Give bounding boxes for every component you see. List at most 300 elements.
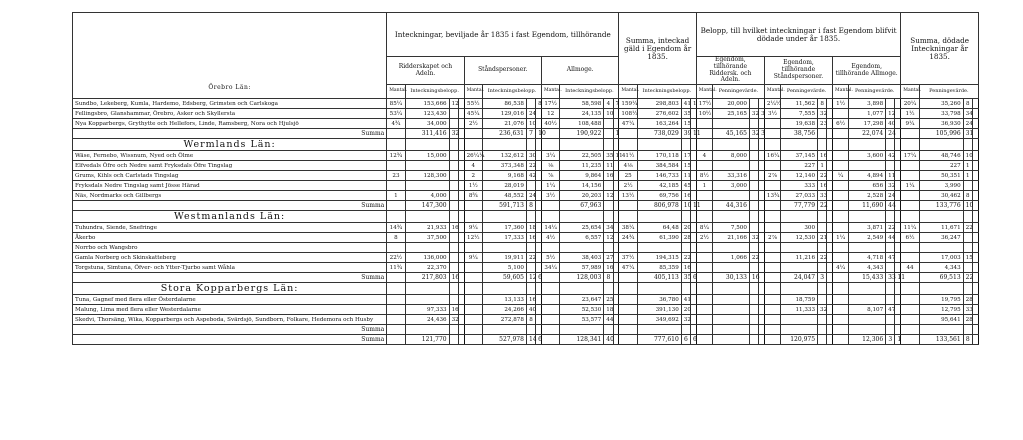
- mantal-cell: 17½: [696, 99, 712, 109]
- value-cell: 19,638: [781, 119, 818, 129]
- value-cell: 41: [681, 99, 690, 109]
- mantal-cell: 1¼: [901, 181, 919, 191]
- value-cell: [972, 325, 978, 335]
- value-cell: 3: [886, 335, 895, 345]
- value-cell: 10: [604, 109, 613, 119]
- mantal-cell: [696, 335, 712, 345]
- mantal-cell: [387, 201, 405, 211]
- value-cell: 16: [681, 191, 690, 201]
- mantal-cell: ⅞: [541, 171, 559, 181]
- mantal-cell: [833, 161, 849, 171]
- mantal-cell: 2½: [464, 119, 482, 129]
- mantal-cell: [833, 109, 849, 119]
- mantal-cell: [901, 335, 919, 345]
- value-cell: 11: [691, 129, 697, 139]
- value-cell: 8: [963, 191, 972, 201]
- value-cell: [749, 295, 758, 305]
- district-name: Torgstuna, Simtuna, Öfver- och Ytter-Tjurbo samt Wåhla: [73, 263, 387, 273]
- mantal-cell: [387, 315, 405, 325]
- value-cell: [749, 335, 758, 345]
- value-cell: 163,264: [637, 119, 681, 129]
- header-dodade: Belopp, till hvilket inteckningar i fast Egendom blifvit dödade under år 1835.: [696, 13, 900, 57]
- value-cell: [886, 243, 895, 253]
- mantal-cell: [619, 335, 637, 345]
- value-cell: [405, 243, 449, 253]
- mantal-cell: 159¼: [619, 99, 637, 109]
- mantal-cell: [464, 263, 482, 273]
- mantal-cell: [901, 191, 919, 201]
- summa-label: Summa: [73, 273, 387, 283]
- value-cell: 32: [749, 233, 758, 243]
- header-summa-dodade: Summa, dödade Inteckningar år 1835.: [901, 13, 979, 85]
- value-cell: [886, 161, 895, 171]
- value-cell: 120,975: [781, 335, 818, 345]
- value-cell: 18: [604, 305, 613, 315]
- district-name: Wäse, Fernebo, Wissnum, Nyed och Ölme: [73, 151, 387, 161]
- value-cell: 5,100: [483, 263, 527, 273]
- value-cell: 19,795: [919, 295, 963, 305]
- county-header-row: [73, 139, 979, 151]
- value-cell: [449, 295, 458, 305]
- value-cell: 12,140: [781, 171, 818, 181]
- lan-header: Örebro Län:: [73, 13, 387, 99]
- value-cell: 10: [963, 201, 972, 211]
- mantal-cell: 1½: [833, 99, 849, 109]
- mantal-cell: 41½: [619, 151, 637, 161]
- value-cell: [712, 119, 749, 129]
- value-cell: 128,341: [560, 335, 604, 345]
- value-cell: 10: [536, 129, 542, 139]
- grand-total-row: [73, 335, 979, 345]
- value-cell: [449, 119, 458, 129]
- mantal-cell: [387, 325, 405, 335]
- mantal-cell: [696, 305, 712, 315]
- value-cell: 12,306: [849, 335, 886, 345]
- value-cell: 22: [749, 253, 758, 263]
- mantal-cell: [833, 253, 849, 263]
- value-cell: 3: [759, 109, 765, 119]
- value-cell: [604, 325, 613, 335]
- mantal-cell: 2⅞: [764, 171, 780, 181]
- mantal-cell: 1½: [464, 181, 482, 191]
- value-cell: [972, 109, 978, 119]
- header-mantal: Mantal.: [901, 85, 919, 99]
- value-cell: 36,930: [919, 119, 963, 129]
- value-cell: 44: [886, 201, 895, 211]
- value-cell: 16: [526, 233, 535, 243]
- value-cell: [849, 161, 886, 171]
- value-cell: [449, 191, 458, 201]
- value-cell: 34: [963, 109, 972, 119]
- value-cell: [449, 201, 458, 211]
- value-cell: 97,333: [405, 305, 449, 315]
- mantal-cell: [833, 191, 849, 201]
- mantal-cell: 40½: [541, 119, 559, 129]
- mantal-cell: [464, 201, 482, 211]
- value-cell: 1: [818, 161, 827, 171]
- value-cell: 23,647: [560, 295, 604, 305]
- value-cell: 28: [963, 315, 972, 325]
- value-cell: [449, 171, 458, 181]
- header-mantal: Mantal.: [387, 85, 405, 99]
- mantal-cell: 47¼: [619, 119, 637, 129]
- mantal-cell: [901, 243, 919, 253]
- value-cell: [604, 243, 613, 253]
- value-cell: [560, 243, 604, 253]
- value-cell: 11,216: [781, 253, 818, 263]
- value-cell: 11: [895, 273, 901, 283]
- mantal-cell: [541, 305, 559, 315]
- table-row: [73, 161, 979, 171]
- value-cell: 20,203: [560, 191, 604, 201]
- value-cell: [886, 325, 895, 335]
- value-cell: [972, 273, 978, 283]
- value-cell: [749, 305, 758, 315]
- summa-label: Summa: [73, 129, 387, 139]
- value-cell: 69,756: [637, 191, 681, 201]
- value-cell: 16: [449, 223, 458, 233]
- mantal-cell: [901, 315, 919, 325]
- value-cell: 8: [963, 335, 972, 345]
- value-cell: 8: [526, 315, 535, 325]
- value-cell: 15: [681, 119, 690, 129]
- district-name: Nya Kopparbergs, Grythytte och Hellefors, Linde, Ramsberg, Nora och Hjulsjö: [73, 119, 387, 129]
- header-adeln: Ridderskapet och Adeln.: [387, 57, 464, 85]
- value-cell: 40: [604, 335, 613, 345]
- value-cell: [818, 295, 827, 305]
- value-cell: 22: [818, 201, 827, 211]
- value-cell: [749, 99, 758, 109]
- value-cell: 3,898: [849, 99, 886, 109]
- value-cell: 24,047: [781, 273, 818, 283]
- value-cell: 6,557: [560, 233, 604, 243]
- table-body: [73, 99, 979, 345]
- value-cell: 30,462: [919, 191, 963, 201]
- mantal-cell: [464, 129, 482, 139]
- mantal-cell: 8¼: [696, 223, 712, 233]
- mantal-cell: 5½: [541, 253, 559, 263]
- mantal-cell: [696, 325, 712, 335]
- mantal-cell: [619, 305, 637, 315]
- value-cell: 311,416: [405, 129, 449, 139]
- value-cell: 12: [604, 191, 613, 201]
- value-cell: 32: [886, 181, 895, 191]
- value-cell: 8: [604, 273, 613, 283]
- value-cell: 24: [963, 119, 972, 129]
- header-mantal: Mantal.: [764, 85, 780, 99]
- district-name: Sundbo, Lekeberg, Kumla, Hardemo, Edsberg, Grimsten och Carlskoga: [73, 99, 387, 109]
- value-cell: [604, 129, 613, 139]
- mantal-cell: [387, 129, 405, 139]
- value-cell: [818, 263, 827, 273]
- value-cell: [972, 223, 978, 233]
- mantal-cell: 8¾: [464, 191, 482, 201]
- table-row: [73, 99, 979, 109]
- mantal-cell: [619, 273, 637, 283]
- value-cell: [972, 305, 978, 315]
- value-cell: 227: [781, 161, 818, 171]
- mantal-cell: 9¼: [464, 253, 482, 263]
- header-inteckningsbelopp: Inteckningsbelopp.: [637, 85, 696, 99]
- value-cell: [972, 295, 978, 305]
- mantal-cell: [901, 201, 919, 211]
- value-cell: 298,803: [637, 99, 681, 109]
- value-cell: 48,746: [919, 151, 963, 161]
- table-row: [73, 295, 979, 305]
- mantal-cell: 1: [696, 181, 712, 191]
- value-cell: 591,713: [483, 201, 527, 211]
- value-cell: 1: [613, 129, 619, 139]
- value-cell: [637, 243, 681, 253]
- mantal-cell: 4¾: [387, 119, 405, 129]
- value-cell: 24,436: [405, 315, 449, 325]
- mantal-cell: [833, 315, 849, 325]
- mantal-cell: [833, 325, 849, 335]
- value-cell: 40: [886, 119, 895, 129]
- mantal-cell: 8: [387, 233, 405, 243]
- value-cell: 105,996: [919, 129, 963, 139]
- value-cell: 6: [536, 273, 542, 283]
- value-cell: [604, 119, 613, 129]
- mantal-cell: 6½: [833, 119, 849, 129]
- value-cell: 4,343: [849, 263, 886, 273]
- value-cell: [886, 295, 895, 305]
- value-cell: 44: [886, 233, 895, 243]
- mantal-cell: [696, 191, 712, 201]
- value-cell: 806,978: [637, 201, 681, 211]
- value-cell: 22: [963, 273, 972, 283]
- value-cell: [849, 243, 886, 253]
- value-cell: 6: [536, 335, 542, 345]
- value-cell: 21: [818, 233, 827, 243]
- mantal-cell: [696, 263, 712, 273]
- value-cell: 4,000: [405, 191, 449, 201]
- district-name: Näs, Nordmarks och Gillbergs: [73, 191, 387, 201]
- value-cell: [449, 335, 458, 345]
- value-cell: 11,333: [781, 305, 818, 315]
- mantal-cell: [833, 151, 849, 161]
- value-cell: 272,878: [483, 315, 527, 325]
- district-name: Fryksdals Nedre Tingslag samt Jösse Härad: [73, 181, 387, 191]
- mantal-cell: 38¼: [619, 223, 637, 233]
- value-cell: 147,300: [405, 201, 449, 211]
- table-row: [73, 151, 979, 161]
- mantal-cell: 4½: [541, 233, 559, 243]
- table-row: [73, 181, 979, 191]
- mantal-cell: [696, 315, 712, 325]
- mantal-cell: 85¼: [387, 99, 405, 109]
- value-cell: 194,315: [637, 253, 681, 263]
- value-cell: 34: [604, 223, 613, 233]
- mantal-cell: [696, 253, 712, 263]
- value-cell: 405,113: [637, 273, 681, 283]
- value-cell: 22: [886, 223, 895, 233]
- value-cell: [749, 119, 758, 129]
- value-cell: 8: [818, 99, 827, 109]
- value-cell: 37,145: [781, 151, 818, 161]
- value-cell: 24: [526, 191, 535, 201]
- value-cell: 28,019: [483, 181, 527, 191]
- header-inteckningsbelopp: Inteckningsbelopp.: [560, 85, 619, 99]
- mantal-cell: 2¼½: [764, 99, 780, 109]
- value-cell: 22,370: [405, 263, 449, 273]
- value-cell: [818, 335, 827, 345]
- value-cell: 22,074: [849, 129, 886, 139]
- mantal-cell: [833, 273, 849, 283]
- mantal-cell: 45¼: [464, 109, 482, 119]
- value-cell: 31: [963, 129, 972, 139]
- value-cell: 22: [963, 223, 972, 233]
- mantal-cell: 1¼: [833, 233, 849, 243]
- value-cell: 36,780: [637, 295, 681, 305]
- value-cell: 25,654: [560, 223, 604, 233]
- mantal-cell: [619, 201, 637, 211]
- value-cell: [972, 253, 978, 263]
- value-cell: 64,48: [637, 223, 681, 233]
- mantal-cell: [764, 273, 780, 283]
- value-cell: 227: [919, 161, 963, 171]
- value-cell: 28: [681, 233, 690, 243]
- value-cell: [886, 263, 895, 273]
- value-cell: 24: [886, 129, 895, 139]
- value-cell: [818, 223, 827, 233]
- table-row: [73, 171, 979, 181]
- district-name: Fellingsbro, Glanshammar, Örebro, Asker och Skyllersta: [73, 109, 387, 119]
- value-cell: [972, 129, 978, 139]
- value-cell: 4: [604, 99, 613, 109]
- value-cell: 47: [886, 305, 895, 315]
- value-cell: 146,733: [637, 171, 681, 181]
- mantal-cell: 12: [541, 109, 559, 119]
- value-cell: 133,561: [919, 335, 963, 345]
- value-cell: 12: [604, 233, 613, 243]
- value-cell: 8,107: [849, 305, 886, 315]
- district-name: Gamla Norberg och Skinskatteberg: [73, 253, 387, 263]
- mantal-cell: ⅛: [541, 161, 559, 171]
- header-mantal: Mantal.: [619, 85, 637, 99]
- value-cell: 45: [681, 181, 690, 191]
- value-cell: 95,641: [919, 315, 963, 325]
- value-cell: 1,077: [849, 109, 886, 119]
- value-cell: 50,351: [919, 171, 963, 181]
- header-mantal: Mantal.: [696, 85, 712, 99]
- value-cell: 33,316: [712, 171, 749, 181]
- mantal-cell: [696, 243, 712, 253]
- mantal-cell: [541, 273, 559, 283]
- value-cell: [712, 305, 749, 315]
- header-mantal: Mantal.: [541, 85, 559, 99]
- value-cell: 53,577: [560, 315, 604, 325]
- value-cell: 16: [449, 273, 458, 283]
- summa-label: Summa: [73, 325, 387, 335]
- mantal-cell: [764, 119, 780, 129]
- header-egendom-adeln: Egendom, tillhörande Riddersk. och Adeln.: [696, 57, 764, 85]
- value-cell: [526, 243, 535, 253]
- value-cell: 32: [449, 315, 458, 325]
- value-cell: 59,605: [483, 273, 527, 283]
- header-penningevarde: Penningevärde.: [781, 85, 833, 99]
- mantal-cell: [387, 181, 405, 191]
- value-cell: 42,185: [637, 181, 681, 191]
- value-cell: 32: [449, 129, 458, 139]
- value-cell: 32: [749, 109, 758, 119]
- mantal-cell: 108½: [619, 109, 637, 119]
- value-cell: [972, 201, 978, 211]
- mantal-cell: [901, 161, 919, 171]
- value-cell: 21,933: [405, 223, 449, 233]
- mantal-cell: [764, 223, 780, 233]
- value-cell: 11,235: [560, 161, 604, 171]
- mantal-cell: 55½: [464, 99, 482, 109]
- district-name: Malung, Lima med flera eller Westerdalarne: [73, 305, 387, 315]
- mantal-cell: 37½: [619, 253, 637, 263]
- mantal-cell: [696, 119, 712, 129]
- mantal-cell: [541, 315, 559, 325]
- mantal-cell: [901, 171, 919, 181]
- mantal-cell: 1½: [901, 109, 919, 119]
- mantal-cell: [619, 315, 637, 325]
- mantal-cell: 3¼: [541, 151, 559, 161]
- header-penningevarde: Penningevärde.: [712, 85, 764, 99]
- value-cell: 37,500: [405, 233, 449, 243]
- value-cell: [972, 191, 978, 201]
- value-cell: 217,803: [405, 273, 449, 283]
- value-cell: 4,894: [849, 171, 886, 181]
- mantal-cell: 4: [696, 151, 712, 161]
- mantal-cell: 2½: [619, 181, 637, 191]
- value-cell: 128,300: [405, 171, 449, 181]
- mantal-cell: [764, 161, 780, 171]
- mantal-cell: 2: [464, 171, 482, 181]
- value-cell: 36,247: [919, 233, 963, 243]
- value-cell: 27: [604, 253, 613, 263]
- value-cell: 1: [895, 335, 901, 345]
- value-cell: [963, 181, 972, 191]
- table-row: [73, 109, 979, 119]
- value-cell: 11: [681, 171, 690, 181]
- mantal-cell: [833, 201, 849, 211]
- value-cell: [449, 325, 458, 335]
- value-cell: 391,130: [637, 305, 681, 315]
- value-cell: 32: [749, 129, 758, 139]
- value-cell: [972, 171, 978, 181]
- value-cell: [781, 263, 818, 273]
- value-cell: 22: [526, 253, 535, 263]
- value-cell: [972, 263, 978, 273]
- value-cell: 14,156: [560, 181, 604, 191]
- value-cell: [449, 253, 458, 263]
- value-cell: 44: [604, 315, 613, 325]
- summa-row: [73, 129, 979, 139]
- value-cell: [749, 171, 758, 181]
- value-cell: 35: [681, 273, 690, 283]
- value-cell: 52,530: [560, 305, 604, 315]
- value-cell: [972, 233, 978, 243]
- value-cell: 6: [681, 335, 690, 345]
- header-egendom-allmoge: Egendom, tillhörande Allmoge.: [833, 57, 901, 85]
- value-cell: 10: [681, 201, 690, 211]
- value-cell: 47: [886, 253, 895, 263]
- mantal-cell: [619, 129, 637, 139]
- value-cell: [749, 151, 758, 161]
- value-cell: 38,756: [781, 129, 818, 139]
- mantal-cell: 22½: [387, 253, 405, 263]
- value-cell: [637, 325, 681, 335]
- mantal-cell: 20¼: [901, 99, 919, 109]
- value-cell: [604, 201, 613, 211]
- value-cell: [818, 243, 827, 253]
- value-cell: 11: [886, 171, 895, 181]
